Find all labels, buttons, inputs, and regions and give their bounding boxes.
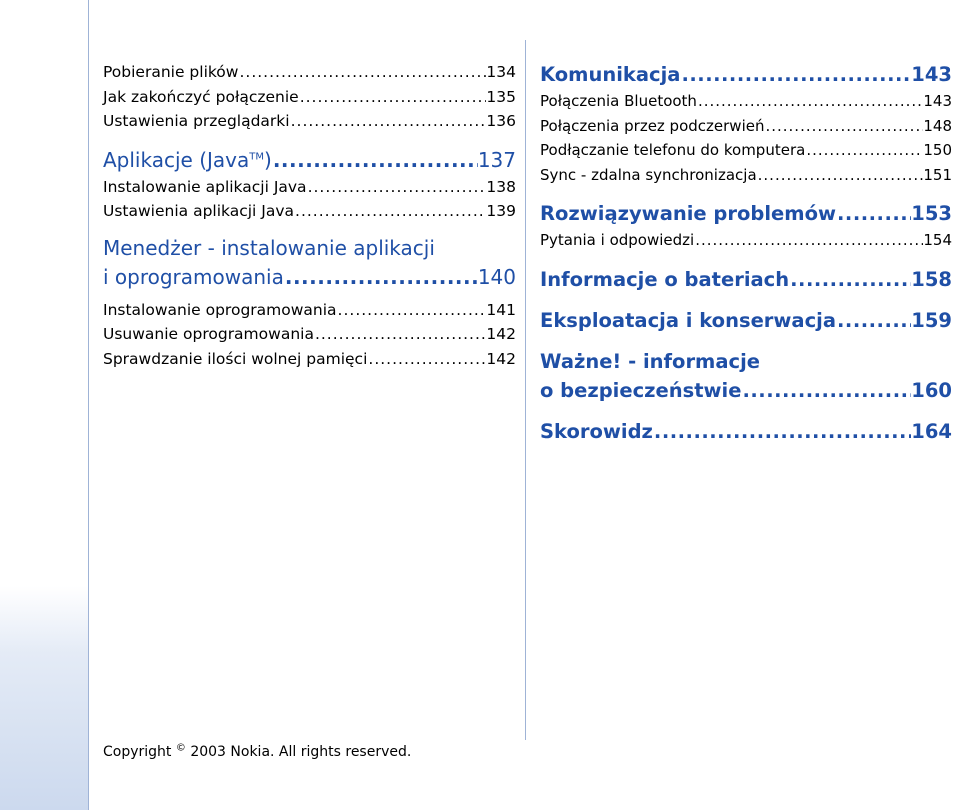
toc-section-maintenance[interactable]: Eksploatacja i konserwacja ..... 159 xyxy=(540,306,952,335)
column-divider-rule xyxy=(525,40,526,740)
toc-entry[interactable]: Instalowanie aplikacji Java ..... 138 xyxy=(103,175,516,200)
toc-entry[interactable]: Podłączanie telefonu do komputera ..... 150 xyxy=(540,138,952,163)
copyright-symbol: © xyxy=(175,742,186,754)
toc-section-safety-title[interactable]: Ważne! - informacje xyxy=(540,349,761,373)
toc-entry[interactable]: Jak zakończyć połączenie ..... 135 xyxy=(103,85,516,110)
toc-section-java[interactable]: Aplikacje (Java™) ..... 137 xyxy=(103,146,516,175)
toc-entry[interactable]: Sync - zdalna synchronizacja ..... 151 xyxy=(540,163,952,188)
toc-section-manager-title[interactable]: Menedżer - instalowanie aplikacji xyxy=(103,235,435,260)
toc-section-communication[interactable]: Komunikacja ..... 143 xyxy=(540,60,952,89)
toc-entry[interactable]: Instalowanie oprogramowania ..... 141 xyxy=(103,298,516,323)
toc-section-index[interactable]: Skorowidz ..... 164 xyxy=(540,417,952,446)
toc-left-column xyxy=(103,60,516,371)
decorative-gradient-strip xyxy=(0,586,88,810)
toc-entry[interactable]: Usuwanie oprogramowania ..... 142 xyxy=(103,322,516,347)
toc-section-troubleshooting[interactable]: Rozwiązywanie problemów ..... 153 xyxy=(540,199,952,228)
toc-entry[interactable]: Pytania i odpowiedzi ..... 154 xyxy=(540,228,952,253)
toc-entry[interactable]: Ustawienia aplikacji Java ..... 139 xyxy=(103,199,516,224)
toc-entry[interactable]: Ustawienia przeglądarki ..... 136 xyxy=(103,109,516,134)
copyright-footer: Copyright © 2003 Nokia. All rights reserved. xyxy=(103,742,412,760)
toc-entry[interactable]: Sprawdzanie ilości wolnej pamięci ..... 142 xyxy=(103,347,516,372)
toc-entry[interactable]: Połączenia przez podczerwień ..... 148 xyxy=(540,114,952,139)
toc-section-safety[interactable]: o bezpieczeństwie ..... 160 xyxy=(540,376,952,405)
trademark-symbol: TM xyxy=(249,150,264,162)
toc-entry[interactable]: Pobieranie plików ..... 134 xyxy=(103,60,516,85)
toc-entry[interactable]: Połączenia Bluetooth ..... 143 xyxy=(540,89,952,114)
toc-right-column xyxy=(540,60,952,446)
toc-section-battery[interactable]: Informacje o bateriach ..... 158 xyxy=(540,265,952,294)
toc-section-manager[interactable]: i oprogramowania ..... 140 xyxy=(103,263,516,292)
left-margin-rule xyxy=(88,0,89,810)
